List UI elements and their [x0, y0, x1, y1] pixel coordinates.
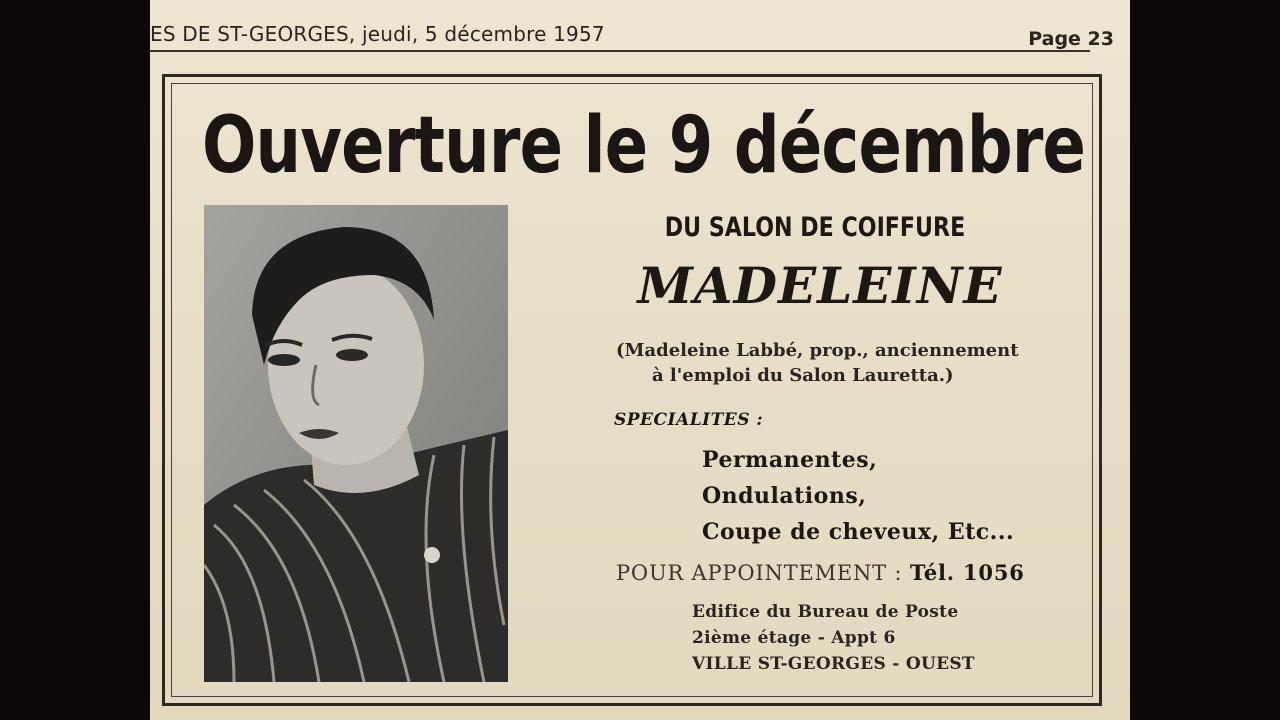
owner-info	[616, 338, 1066, 388]
address-line: Edifice du Bureau de Poste	[692, 602, 959, 622]
specialty-item: Permanentes,	[702, 447, 878, 473]
address-line: 2ième étage - Appt 6	[692, 628, 896, 648]
owner-line-2: à l'emploi du Salon Lauretta.)	[652, 365, 954, 386]
page-number: Page 23	[1028, 28, 1114, 50]
salon-name: MADELEINE	[637, 256, 1003, 315]
specialties-list	[702, 442, 1014, 550]
portrait-photo	[204, 205, 508, 682]
header-rule	[150, 50, 1090, 52]
headline: Ouverture le 9 décembre	[202, 101, 1086, 191]
appointment-line	[616, 560, 1025, 585]
specialty-item: Coupe de cheveux, Etc...	[702, 519, 1015, 545]
subheading: DU SALON DE COIFFURE	[664, 212, 966, 243]
address-line: VILLE ST-GEORGES - OUEST	[692, 654, 975, 674]
phone-number: Tél. 1056	[909, 560, 1025, 585]
appointment-label: POUR APPOINTEMENT :	[616, 561, 903, 585]
specialty-item: Ondulations,	[702, 483, 867, 509]
address-block	[692, 599, 975, 677]
masthead: ES DE ST-GEORGES, jeudi, 5 décembre 1957	[150, 22, 605, 46]
newspaper-page	[150, 0, 1130, 720]
specialties-label: SPECIALITES :	[614, 410, 764, 430]
owner-line-1: (Madeleine Labbé, prop., anciennement	[616, 340, 1019, 361]
